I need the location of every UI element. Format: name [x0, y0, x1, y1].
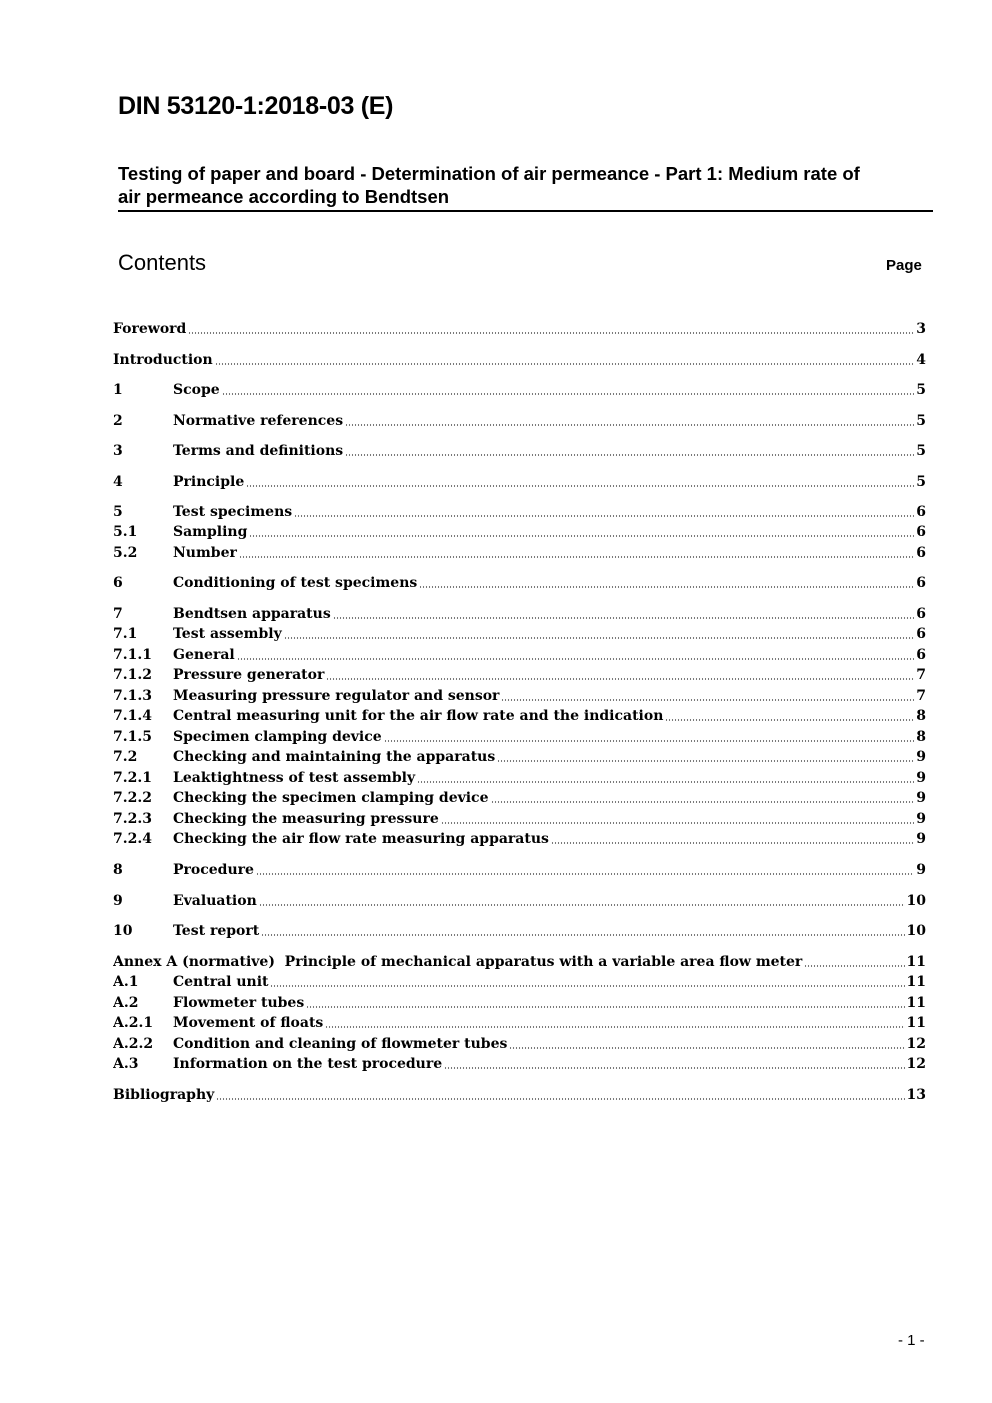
toc-entry-page: 5 — [916, 382, 926, 398]
toc-entry-number: 5 — [113, 504, 123, 520]
toc-dot-leader — [326, 678, 914, 680]
document-id: DIN 53120-1:2018-03 (E) — [118, 92, 394, 120]
toc-entry[interactable] — [113, 441, 926, 461]
toc-entry-title: Bibliography — [113, 1087, 215, 1103]
toc-dot-leader — [804, 965, 904, 967]
toc-entry-number: 6 — [113, 575, 123, 591]
toc-dot-leader — [216, 1098, 904, 1100]
toc-entry[interactable] — [113, 788, 926, 808]
toc-entry-title: Test assembly — [173, 626, 282, 642]
toc-entry-page: 6 — [916, 647, 926, 663]
toc-entry-title: Measuring pressure regulator and sensor — [173, 688, 500, 704]
toc-entry-number: 1 — [113, 382, 123, 398]
toc-entry-title: Checking and maintaining the apparatus — [173, 749, 496, 765]
toc-entry-page: 6 — [916, 606, 926, 622]
toc-entry-page: 10 — [906, 923, 926, 939]
toc-dot-leader — [417, 781, 914, 783]
toc-dot-leader — [222, 393, 915, 395]
toc-entry[interactable] — [113, 472, 926, 492]
toc-dot-leader — [284, 637, 915, 639]
toc-entry[interactable] — [113, 952, 926, 972]
toc-entry[interactable] — [113, 809, 926, 829]
toc-entry-page: 11 — [906, 974, 926, 990]
toc-entry-number: 7.1.5 — [113, 729, 152, 745]
toc-entry-page: 9 — [916, 770, 926, 786]
toc-entry-title: Central measuring unit for the air flow rate and the indication — [173, 708, 664, 724]
toc-entry[interactable] — [113, 350, 926, 370]
toc-entry[interactable] — [113, 319, 926, 339]
toc-entry[interactable] — [113, 1085, 926, 1105]
toc-entry[interactable] — [113, 665, 926, 685]
toc-entry-number: 3 — [113, 443, 123, 459]
toc-entry-page: 9 — [916, 831, 926, 847]
toc-entry-page: 10 — [906, 893, 926, 909]
toc-entry[interactable] — [113, 860, 926, 880]
toc-entry[interactable] — [113, 380, 926, 400]
toc-entry-title: Checking the measuring pressure — [173, 811, 439, 827]
toc-dot-leader — [441, 822, 915, 824]
toc-entry-title: Movement of floats — [173, 1015, 324, 1031]
toc-entry-number: A.2.2 — [113, 1036, 154, 1052]
toc-dot-leader — [256, 873, 914, 875]
toc-entry-number: 7.1.2 — [113, 667, 152, 683]
toc-dot-leader — [509, 1047, 904, 1049]
toc-entry[interactable] — [113, 727, 926, 747]
toc-entry[interactable] — [113, 624, 926, 644]
toc-entry[interactable] — [113, 1034, 926, 1054]
toc-entry-page: 4 — [916, 352, 926, 368]
document-title-line-2: air permeance according to Bendtsen — [118, 186, 450, 207]
toc-entry-page: 5 — [916, 443, 926, 459]
toc-entry-number: 7.2.4 — [113, 831, 152, 847]
document-title-line-1: Testing of paper and board - Determination of air permeance - Part 1: Medium rate of — [118, 163, 860, 184]
toc-entry[interactable] — [113, 747, 926, 767]
toc-entry-page: 13 — [906, 1087, 926, 1103]
toc-entry-title: Scope — [173, 382, 220, 398]
toc-dot-leader — [270, 985, 904, 987]
toc-entry-number: 9 — [113, 893, 123, 909]
toc-entry-page: 11 — [906, 995, 926, 1011]
toc-entry[interactable] — [113, 829, 926, 849]
toc-entry-page: 9 — [916, 811, 926, 827]
toc-entry-number: 5.1 — [113, 524, 138, 540]
toc-dot-leader — [306, 1006, 904, 1008]
toc-entry-page: 6 — [916, 626, 926, 642]
toc-entry-title: Annex A (normative) Principle of mechanical apparatus with a variable area flow meter — [113, 954, 803, 970]
toc-dot-leader — [444, 1067, 904, 1069]
toc-dot-leader — [501, 699, 914, 701]
toc-entry-title: Test specimens — [173, 504, 293, 520]
toc-entry-title: Central unit — [173, 974, 269, 990]
toc-entry-page: 9 — [916, 790, 926, 806]
toc-dot-leader — [384, 740, 915, 742]
toc-entry-title: Conditioning of test specimens — [173, 575, 418, 591]
toc-dot-leader — [215, 363, 915, 365]
toc-entry-page: 3 — [916, 321, 926, 337]
toc-entry-number: 7 — [113, 606, 123, 622]
toc-entry-page: 8 — [916, 708, 926, 724]
toc-entry-number: 10 — [113, 923, 133, 939]
toc-entry[interactable] — [113, 1013, 926, 1033]
toc-entry[interactable] — [113, 768, 926, 788]
toc-dot-leader — [188, 332, 914, 334]
toc-dot-leader — [249, 535, 914, 537]
toc-entry[interactable] — [113, 411, 926, 431]
toc-entry-title: Foreword — [113, 321, 187, 337]
toc-entry-title: Condition and cleaning of flowmeter tubes — [173, 1036, 508, 1052]
toc-entry[interactable] — [113, 1054, 926, 1074]
toc-dot-leader — [497, 760, 914, 762]
toc-entry-page: 7 — [916, 667, 926, 683]
toc-entry-page: 6 — [916, 545, 926, 561]
toc-entry-title: Normative references — [173, 413, 344, 429]
toc-dot-leader — [237, 658, 915, 660]
toc-dot-leader — [294, 515, 914, 517]
toc-entry[interactable] — [113, 543, 926, 563]
toc-entry-title: Sampling — [173, 524, 248, 540]
toc-entry-title: Procedure — [173, 862, 254, 878]
toc-dot-leader — [261, 934, 904, 936]
toc-entry-title: Number — [173, 545, 237, 561]
toc-dot-leader — [345, 424, 914, 426]
toc-entry-title: Information on the test procedure — [173, 1056, 443, 1072]
contents-heading: Contents — [118, 250, 207, 275]
page-column-label: Page — [886, 257, 922, 274]
toc-entry[interactable] — [113, 972, 926, 992]
toc-entry[interactable] — [113, 891, 926, 911]
toc-entry-title: Checking the air flow rate measuring apparatus — [173, 831, 549, 847]
toc-entry-page: 9 — [916, 749, 926, 765]
toc-entry-number: 7.1.3 — [113, 688, 152, 704]
toc-entry-page: 11 — [906, 954, 926, 970]
toc-entry-title: Flowmeter tubes — [173, 995, 305, 1011]
toc-entry-page: 6 — [916, 524, 926, 540]
toc-entry-number: 7.1 — [113, 626, 138, 642]
toc-entry-number: 8 — [113, 862, 123, 878]
toc-dot-leader — [491, 801, 915, 803]
toc-entry[interactable] — [113, 706, 926, 726]
toc-entry[interactable] — [113, 522, 926, 542]
toc-entry-number: 7.2.1 — [113, 770, 152, 786]
toc-entry-page: 6 — [916, 504, 926, 520]
toc-dot-leader — [665, 719, 914, 721]
toc-entry[interactable] — [113, 573, 926, 593]
toc-entry[interactable] — [113, 686, 926, 706]
toc-dot-leader — [239, 556, 914, 558]
toc-entry-title: Introduction — [113, 352, 213, 368]
toc-entry-title: Principle — [173, 474, 245, 490]
toc-entry-title: Evaluation — [173, 893, 257, 909]
toc-entry-page: 12 — [906, 1056, 926, 1072]
toc-entry-number: 7.2 — [113, 749, 138, 765]
toc-entry-title: Bendtsen apparatus — [173, 606, 331, 622]
toc-entry-page: 5 — [916, 474, 926, 490]
toc-entry-number: 7.2.3 — [113, 811, 152, 827]
toc-entry-title: Leaktightness of test assembly — [173, 770, 416, 786]
toc-dot-leader — [333, 617, 915, 619]
toc-entry-page: 11 — [906, 1015, 926, 1031]
toc-entry-number: 5.2 — [113, 545, 138, 561]
toc-dot-leader — [325, 1026, 904, 1028]
toc-entry-number: A.2.1 — [113, 1015, 154, 1031]
toc-entry-number: 7.1.4 — [113, 708, 152, 724]
toc-entry-number: 7.2.2 — [113, 790, 152, 806]
toc-entry-number: A.2 — [113, 995, 139, 1011]
toc-dot-leader — [551, 842, 914, 844]
toc-entry[interactable] — [113, 502, 926, 522]
toc-entry-title: Test report — [173, 923, 260, 939]
toc-entry-number: 7.1.1 — [113, 647, 152, 663]
toc-entry-page: 12 — [906, 1036, 926, 1052]
toc-entry-page: 9 — [916, 862, 926, 878]
toc-entry-page: 8 — [916, 729, 926, 745]
toc-entry[interactable] — [113, 604, 926, 624]
toc-entry-title: Terms and definitions — [173, 443, 344, 459]
toc-entry-title: Specimen clamping device — [173, 729, 382, 745]
toc-entry-number: A.3 — [113, 1056, 139, 1072]
toc-entry-number: 4 — [113, 474, 123, 490]
toc-dot-leader — [345, 454, 914, 456]
toc-dot-leader — [419, 586, 914, 588]
toc-entry-page: 6 — [916, 575, 926, 591]
toc-entry-number: A.1 — [113, 974, 139, 990]
toc-entry[interactable] — [113, 993, 926, 1013]
toc-dot-leader — [246, 485, 914, 487]
page-number: - 1 - — [898, 1332, 925, 1349]
toc-entry-title: Checking the specimen clamping device — [173, 790, 489, 806]
toc-entry-number: 2 — [113, 413, 123, 429]
toc-entry-title: Pressure generator — [173, 667, 325, 683]
toc-entry-page: 5 — [916, 413, 926, 429]
toc-entry[interactable] — [113, 645, 926, 665]
toc-entry-title: General — [173, 647, 235, 663]
toc-entry-page: 7 — [916, 688, 926, 704]
toc-entry[interactable] — [113, 921, 926, 941]
toc-dot-leader — [259, 904, 905, 906]
